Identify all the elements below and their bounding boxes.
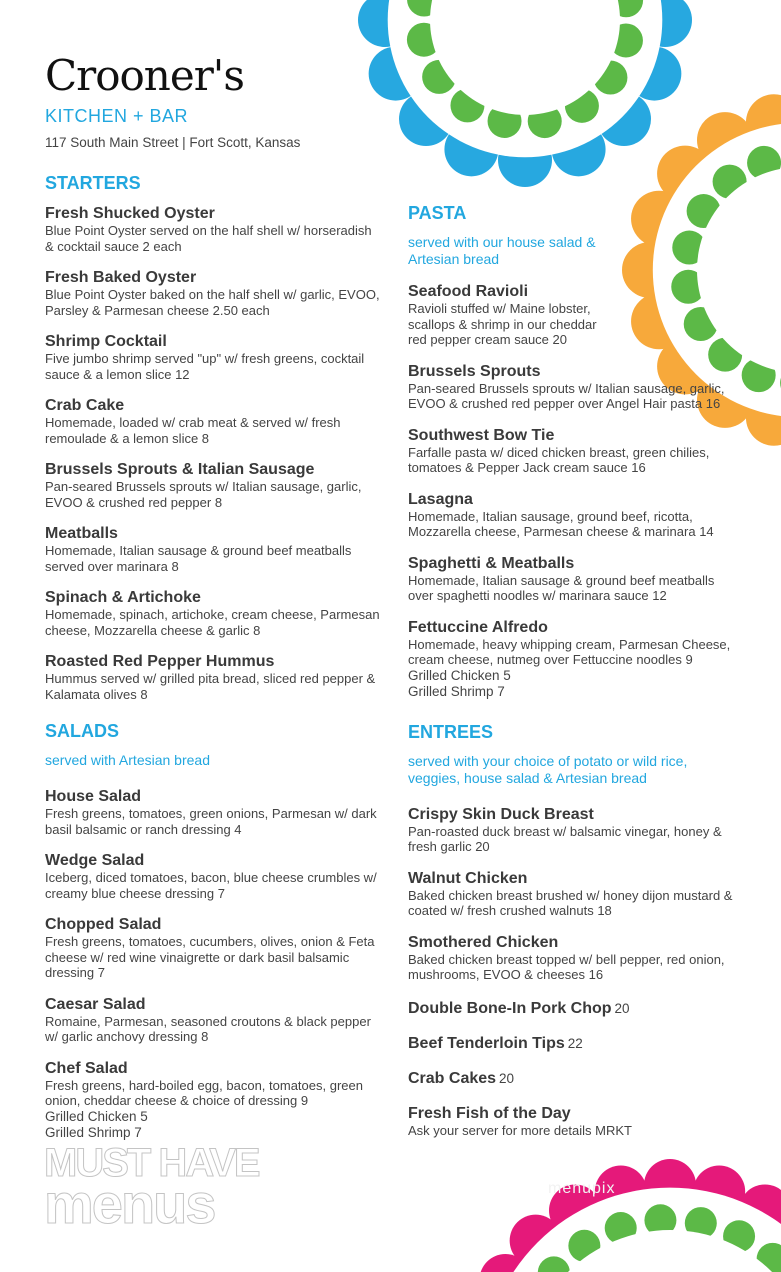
item-description: Homemade, spinach, artichoke, cream cheese, Parmesan cheese, Mozzarella cheese & garlic 8	[45, 607, 380, 638]
item-description: Fresh greens, tomatoes, green onions, Parmesan w/ dark basil balsamic or ranch dressing 4	[45, 806, 377, 837]
watermark-menupix: menupix	[548, 1180, 616, 1197]
menu-item	[408, 362, 738, 412]
item-name: Fresh Baked Oyster	[45, 269, 197, 286]
restaurant-address: 117 South Main Street | Fort Scott, Kansas	[45, 135, 301, 150]
item-name: Crispy Skin Duck Breast	[408, 805, 594, 823]
section-note-pasta: served with our house salad & Artesian bread	[408, 234, 596, 267]
menu-item	[45, 268, 380, 318]
left-column	[45, 170, 380, 1142]
item-name-text: Beef Tenderloin Tips	[408, 1034, 565, 1052]
item-name: Chef Salad	[45, 1059, 128, 1077]
menu-item	[45, 332, 380, 382]
menu-item	[45, 787, 380, 837]
section-title-starters: STARTERS	[45, 173, 141, 193]
item-description: Homemade, heavy whipping cream, Parmesan Cheese, cream cheese, nutmeg over Fettuccine noodles 9	[408, 636, 731, 667]
pasta-section	[408, 200, 738, 701]
entrees-section	[408, 719, 738, 1139]
menu-item	[45, 1059, 380, 1142]
restaurant-subtitle: KITCHEN + BAR	[45, 106, 189, 126]
menu-item	[45, 396, 380, 446]
item-name	[408, 999, 738, 1018]
item-addon: Grilled Chicken 5	[45, 1108, 148, 1124]
item-description: Ravioli stuffed w/ Maine lobster, scallops & shrimp in our cheddar red pepper cream sauce 20	[408, 301, 597, 347]
item-description: Pan-seared Brussels sprouts w/ Italian sausage, garlic, EVOO & crushed red pepper over Angel Hair pasta 16	[408, 380, 725, 411]
item-name: Chopped Salad	[45, 916, 162, 933]
item-name-text: Crab Cakes	[408, 1069, 497, 1087]
right-column	[408, 200, 738, 1138]
item-name: Roasted Red Pepper Hummus	[45, 653, 275, 670]
section-title-salads: SALADS	[45, 721, 120, 741]
item-price: 20	[499, 1070, 515, 1086]
menu-item	[45, 995, 380, 1045]
menu-item	[45, 204, 380, 254]
item-description: Blue Point Oyster baked on the half shell w/ garlic, EVOO, Parsley & Parmesan cheese 2.50 each	[45, 287, 380, 318]
item-addon: Grilled Chicken 5	[408, 667, 511, 683]
item-name: Seafood Ravioli	[408, 283, 529, 300]
menu-item	[408, 282, 618, 348]
item-name: Southwest Bow Tie	[408, 426, 555, 444]
item-name: Caesar Salad	[45, 995, 146, 1013]
item-description: Blue Point Oyster served on the half shell w/ horseradish & cocktail sauce 2 each	[45, 223, 372, 254]
item-name: Walnut Chicken	[408, 869, 528, 887]
item-name: Spaghetti & Meatballs	[408, 554, 575, 572]
menu-item	[45, 524, 380, 574]
brand-header	[45, 50, 300, 150]
item-name: Fresh Fish of the Day	[408, 1104, 571, 1122]
menu-item	[408, 554, 738, 604]
menu-item	[408, 1034, 738, 1053]
menu-item	[45, 588, 380, 638]
item-name-text: Double Bone-In Pork Chop	[408, 999, 612, 1017]
item-description: Homemade, Italian sausage, ground beef, ricotta, Mozzarella cheese, Parmesan cheese & marinara 14	[408, 508, 714, 539]
item-name: Shrimp Cocktail	[45, 333, 167, 350]
item-description: Farfalle pasta w/ diced chicken breast, green chilies, tomatoes & Pepper Jack cream sauce 16	[408, 444, 710, 475]
menu-item	[408, 490, 738, 540]
item-addon: Grilled Shrimp 7	[45, 1125, 142, 1140]
menu-item	[408, 426, 738, 476]
item-name: Wedge Salad	[45, 852, 145, 869]
menu-item	[408, 618, 738, 701]
section-note-salads: served with Artesian bread	[45, 752, 210, 768]
item-description: Baked chicken breast topped w/ bell pepper, red onion, mushrooms, EVOO & cheeses 16	[408, 951, 725, 982]
menu-item	[408, 999, 738, 1018]
item-name: Crab Cake	[45, 397, 125, 414]
item-description: Ask your server for more details MRKT	[408, 1122, 632, 1138]
menu-item	[45, 851, 380, 901]
item-description: Fresh greens, tomatoes, cucumbers, olives, onion & Feta cheese w/ red wine vinaigrette or dark basil balsamic dressing 7	[45, 934, 375, 980]
item-price: 20	[614, 1000, 630, 1016]
menu-item	[408, 1104, 738, 1139]
item-description: Five jumbo shrimp served "up" w/ fresh greens, cocktail sauce & a lemon slice 12	[45, 351, 365, 382]
menu-item	[408, 1069, 738, 1088]
item-name: Fettuccine Alfredo	[408, 618, 548, 636]
item-description: Pan-seared Brussels sprouts w/ Italian sausage, garlic, EVOO & crushed red pepper 8	[45, 479, 362, 510]
item-name: Spinach & Artichoke	[45, 589, 201, 606]
menu-item	[45, 652, 380, 702]
item-description: Iceberg, diced tomatoes, bacon, blue cheese crumbles w/ creamy blue cheese dressing 7	[45, 870, 377, 901]
item-description: Romaine, Parmesan, seasoned croutons & black pepper w/ garlic anchovy dressing 8	[45, 1013, 371, 1044]
item-name: Fresh Shucked Oyster	[45, 205, 215, 222]
item-name: Smothered Chicken	[408, 933, 559, 951]
item-addon: Grilled Shrimp 7	[408, 684, 505, 699]
menu-item	[45, 460, 380, 510]
menu-item	[408, 869, 738, 919]
item-price: 22	[567, 1035, 583, 1051]
item-name: Brussels Sprouts & Italian Sausage	[45, 461, 315, 478]
item-description: Fresh greens, hard-boiled egg, bacon, tomatoes, green onion, cheddar cheese & choice of dressing 9	[45, 1077, 363, 1108]
item-description: Homemade, loaded w/ crab meat & served w/ fresh remoulade & a lemon slice 8	[45, 415, 341, 446]
item-name	[408, 1069, 738, 1088]
item-name	[408, 1034, 738, 1053]
item-description: Homemade, Italian sausage & ground beef meatballs served over marinara 8	[45, 543, 352, 574]
menu-item	[408, 933, 738, 983]
watermark-must-have: MUST HAVE	[44, 1141, 259, 1185]
starters-section	[45, 170, 380, 702]
menu-item	[45, 915, 380, 981]
item-description: Hummus served w/ grilled pita bread, sliced red pepper & Kalamata olives 8	[45, 671, 376, 702]
item-description: Baked chicken breast brushed w/ honey dijon mustard & coated w/ fresh crushed walnuts 18	[408, 887, 733, 918]
menu-item	[408, 805, 738, 855]
section-title-entrees: ENTREES	[408, 721, 494, 742]
watermark-menus: menus	[44, 1172, 215, 1235]
item-name: Brussels Sprouts	[408, 362, 541, 380]
item-name: House Salad	[45, 788, 142, 805]
section-title-pasta: PASTA	[408, 203, 467, 223]
section-note-entrees: served with your choice of potato or wild rice, veggies, house salad & Artesian bread	[408, 752, 688, 786]
item-name: Lasagna	[408, 490, 473, 508]
item-description: Homemade, Italian sausage & ground beef meatballs over spaghetti noodles w/ marinara sauce 12	[408, 572, 715, 603]
item-description: Pan-roasted duck breast w/ balsamic vinegar, honey & fresh garlic 20	[408, 823, 722, 854]
item-name: Meatballs	[45, 525, 118, 542]
restaurant-logo-name: Crooner's	[45, 51, 244, 100]
salads-section	[45, 718, 380, 1142]
